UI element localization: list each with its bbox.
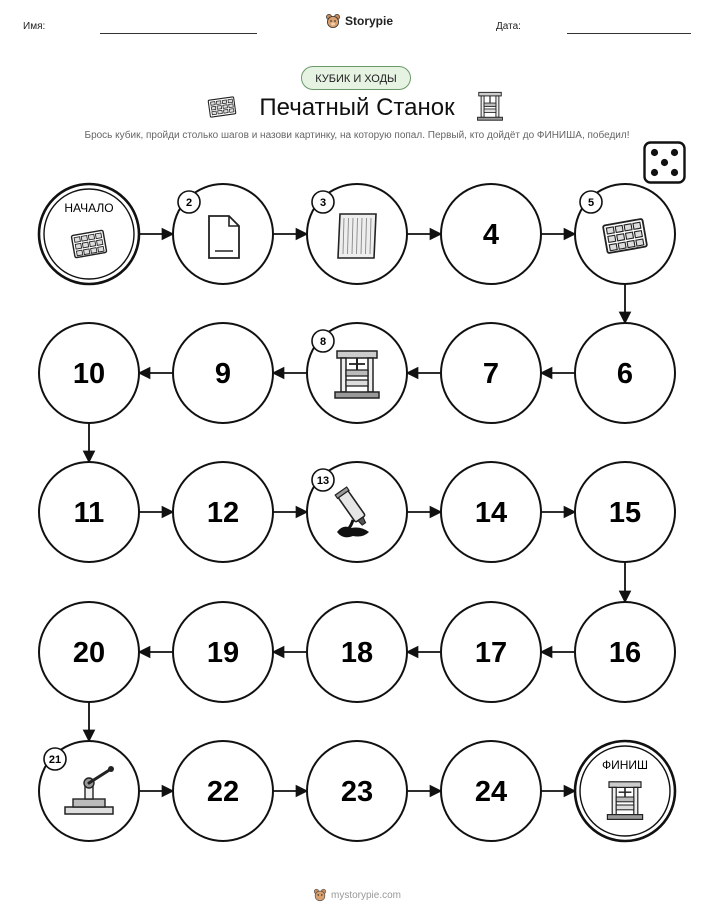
space-number: 5: [587, 197, 595, 209]
space-number: 10: [72, 358, 106, 390]
game-title: Печатный Станок: [259, 94, 455, 121]
board-space-8: [307, 323, 407, 423]
board-space-19: [173, 602, 273, 702]
board-space-10: [39, 323, 139, 423]
instructions: Брось кубик, пройди столько шагов и назови картинку, на которую попал. Первый, кто дойдёт до ФИНИША, победил!: [84, 130, 630, 141]
paper-sheet-icon: [209, 216, 239, 258]
space-number: 14: [474, 497, 508, 529]
paper-stack-icon: [338, 214, 376, 258]
space-number: 7: [482, 358, 500, 390]
finish-space: [575, 741, 675, 841]
board-space-7: [441, 323, 541, 423]
footer-url: mystorypie.com: [330, 889, 401, 901]
board-space-17: [441, 602, 541, 702]
board-space-24: [441, 741, 541, 841]
board-space-18: [307, 602, 407, 702]
board-space-11: [39, 462, 139, 562]
space-number: 22: [206, 776, 240, 808]
space-number: 3: [319, 197, 327, 209]
board-space-16: [575, 602, 675, 702]
space-number: 19: [206, 637, 240, 669]
finish-label: ФИНИШ: [601, 758, 649, 772]
date-label: Дата:: [496, 21, 521, 32]
board-space-13: [307, 462, 407, 562]
typecase-icon: [71, 230, 106, 258]
board-space-9: [173, 323, 273, 423]
space-number: 12: [206, 497, 240, 529]
space-number: 21: [48, 754, 62, 766]
space-number: 23: [340, 776, 374, 808]
space-number: 24: [474, 776, 508, 808]
board-space-6: [575, 323, 675, 423]
space-number: 20: [72, 637, 106, 669]
space-number: 8: [319, 336, 327, 348]
board-space-3: [307, 184, 407, 284]
category-badge: КУБИК И ХОДЫ: [301, 66, 411, 90]
board-space-22: [173, 741, 273, 841]
start-label: НАЧАЛО: [64, 201, 114, 215]
board-space-14: [441, 462, 541, 562]
space-number: 9: [214, 358, 232, 390]
space-number: 4: [482, 219, 500, 251]
brand-name: Storypie: [345, 14, 394, 28]
space-number: 11: [73, 497, 105, 529]
space-number: 6: [616, 358, 634, 390]
board-space-4: [441, 184, 541, 284]
board-space-21: [39, 741, 139, 841]
start-space: [39, 184, 139, 284]
space-number: 16: [608, 637, 642, 669]
space-number: 2: [185, 197, 193, 209]
board-space-2: [173, 184, 273, 284]
space-number: 15: [608, 497, 642, 529]
space-number: 17: [474, 637, 508, 669]
name-label: Имя:: [23, 21, 46, 32]
typecase-icon: [603, 219, 647, 254]
board-space-15: [575, 462, 675, 562]
footer: [0, 888, 714, 902]
board-space-12: [173, 462, 273, 562]
board-space-20: [39, 602, 139, 702]
space-number: 13: [316, 475, 330, 487]
board-space-5: [575, 184, 675, 284]
space-number: 18: [340, 637, 374, 669]
bear-logo-icon: [313, 888, 327, 902]
board-space-23: [307, 741, 407, 841]
